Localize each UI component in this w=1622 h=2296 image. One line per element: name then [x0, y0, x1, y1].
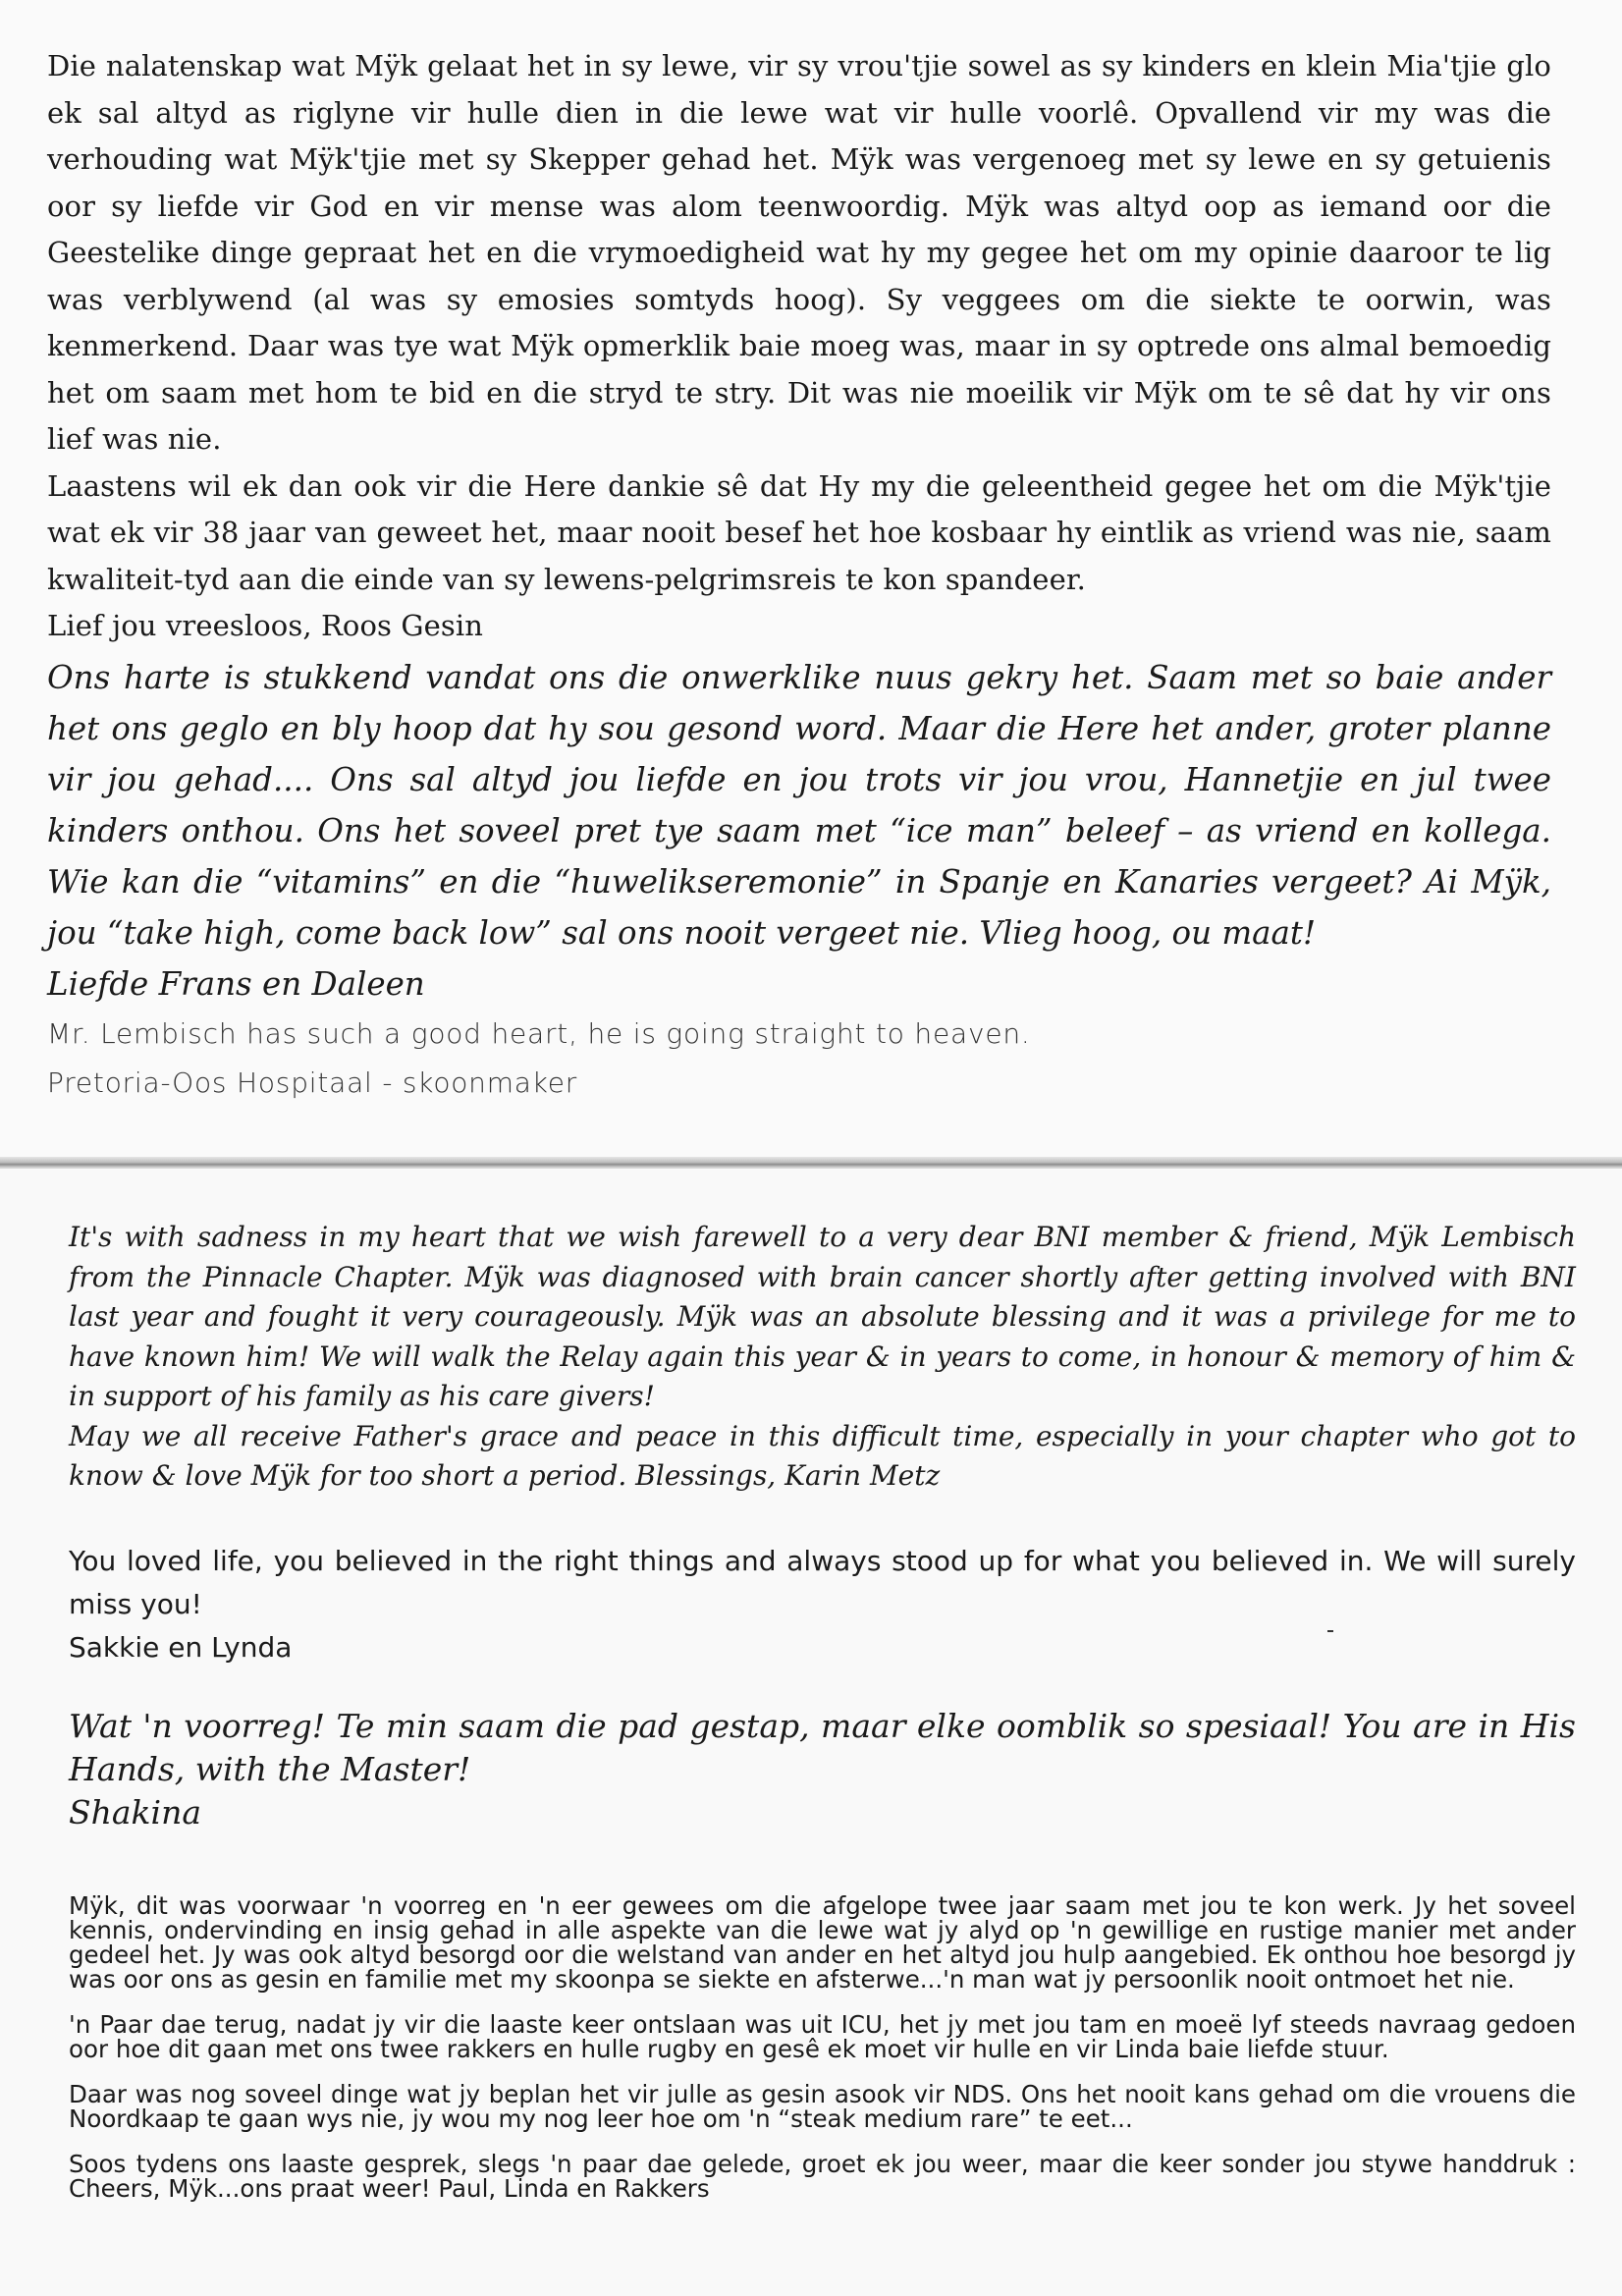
tribute-signature: Liefde Frans en Daleen	[47, 965, 425, 1003]
tribute-paragraph: Die nalatenskap wat Mÿk gelaat het in sy lewe, vir sy vrou'tjie sowel as sy kinders en klein Mia'tjie glo ek sal altyd as riglyne vir hulle dien in die lewe wat vir hulle voorlê. Opvallend vir my was die verhouding wat Mÿk'tjie met sy Skepper gehad het. Mÿk was vergenoeg met sy lewe en sy getuienis oor sy liefde vir God en vir mense was alom teenwoordig. Mÿk was altyd oop as iemand oor die Geestelike dinge gepraat het en die vrymoedigheid wat hy my gegee het om my opinie daaroor te lig was verblywend (al was sy emosies somtyds hoog). Sy veggees om die siekte te oorwin, was kenmerkend. Daar was tye wat Mÿk opmerklik baie moeg was, maar in sy optrede ons almal bemoedig het om saam met hom te bid en die stryd te stry. Dit was nie moeilik vir Mÿk om te sê dat hy vir ons lief was nie.	[47, 49, 1551, 456]
tribute-signature: Pretoria-Oos Hospitaal - skoonmaker	[47, 1066, 578, 1099]
tribute-paragraph: You loved life, you believed in the right things and always stood up for what you believed in. We will surely miss you!	[69, 1545, 1576, 1620]
tribute-paragraph: Laastens wil ek dan ook vir die Here dankie sê dat Hy my die geleentheid gegee het om die Mÿk'tjie wat ek vir 38 jaar van geweet het, maar nooit besef het hoe kosbaar hy eintlik as vriend was nie, saam kwaliteit-tyd aan die einde van sy lewens-pelgrimsreis te kon spandeer.	[47, 468, 1551, 596]
tribute-paragraph: Wat 'n voorreg! Te min saam die pad gestap, maar elke oomblik so spesiaal! You are in His Hands, with the Master!	[69, 1707, 1576, 1788]
tribute-paragraph: Mÿk, dit was voorwaar 'n voorreg en 'n eer gewees om die afgelope twee jaar saam met jou te kon werk. Jy het soveel kennis, ondervinding en insig gehad in alle aspekte van die lewe wat jy alyd op 'n gewillige en rustige manier met ander gedeel het. Jy was ook altyd besorgd oor die welstand van ander en het altyd jou hulp aangebied. Ek onthou hoe besorgd jy was oor ons as gesin en familie met my skoonpa se siekte en afsterwe...'n man wat jy persoonlik nooit ontmoet het nie.	[69, 1891, 1576, 1994]
tribute-signature: Lief jou vreesloos, Roos Gesin	[47, 609, 483, 642]
tribute-paragraph: May we all receive Father's grace and peace in this difficult time, especially in your chapter who got to know & love Mÿk for too short a period. Blessings, Karin Metz	[69, 1419, 1576, 1492]
tribute-hospital	[47, 1010, 1551, 1108]
tribute-karin-metz	[69, 1218, 1576, 1497]
tribute-roos-gesin	[47, 43, 1551, 650]
tribute-sakkie-lynda	[69, 1540, 1576, 1669]
tribute-frans-daleen	[47, 652, 1551, 1010]
tribute-paragraph: Daar was nog soveel dinge wat jy beplan het vir julle as gesin asook vir NDS. Ons het nooit kans gehad om die vrouens die Noordkaap te gaan wys nie, jy wou my nog leer hoe om 'n “steak medium rare” te eet...	[69, 2080, 1576, 2133]
tribute-paragraph: It's with sadness in my heart that we wish farewell to a very dear BNI member & friend, Mÿk Lembisch from the Pinnacle Chapter. Mÿk was diagnosed with brain cancer shortly after getting involved with BNI last year and fought it very courageously. Mÿk was an absolute blessing and it was a privilege for me to have known him! We will walk the Relay again this year & in years to come, in honour & memory of him & in support of his family as his care givers!	[69, 1221, 1576, 1412]
tribute-signature: Shakina	[69, 1793, 202, 1831]
tribute-paul-linda	[69, 1893, 1576, 2221]
tribute-signature: Sakkie en Lynda	[69, 1631, 293, 1664]
tribute-shakina	[69, 1705, 1576, 1834]
stray-mark	[1327, 1630, 1333, 1632]
tribute-paragraph: Ons harte is stukkend vandat ons die onwerklike nuus gekry het. Saam met so baie ander het ons geglo en bly hoop dat hy sou gesond word. Maar die Here het ander, groter planne vir jou gehad.... Ons sal altyd jou liefde en jou trots vir jou vrou, Hannetjie en jul twee kinders onthou. Ons het soveel pret tye saam met “ice man” beleef – as vriend en kollega. Wie kan die “vitamins” en die “huwelikseremonie” in Spanje en Kanaries vergeet? Ai Mÿk, jou “take high, come back low” sal ons nooit vergeet nie. Vlieg hoog, ou maat!	[47, 659, 1551, 952]
tribute-paragraph: 'n Paar dae terug, nadat jy vir die laaste keer ontslaan was uit ICU, het jy met jou tam en moeë lyf steeds navraag gedoen oor hoe dit gaan met ons twee rakkers en hulle rugby en gesê ek moet vir hulle en vir Linda baie liefde stuur.	[69, 2010, 1576, 2063]
tribute-paragraph: Mr. Lembisch has such a good heart, he is going straight to heaven.	[47, 1017, 1031, 1050]
tribute-paragraph: Soos tydens ons laaste gesprek, slegs 'n paar dae gelede, groet ek jou weer, maar die keer sonder jou stywe handdruk : Cheers, Mÿk...ons praat weer! Paul, Linda en Rakkers	[69, 2150, 1576, 2203]
